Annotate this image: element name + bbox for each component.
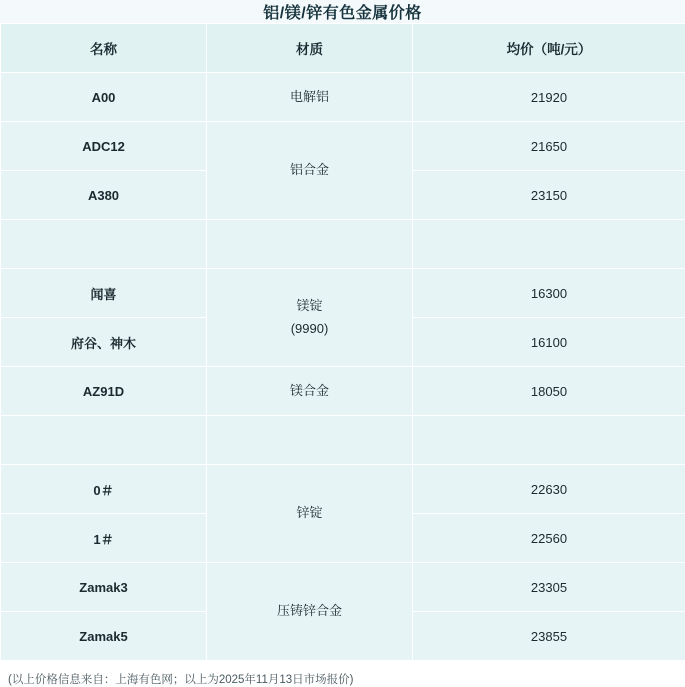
material-line-1: 镁锭 (9990) bbox=[208, 295, 411, 339]
spacer-cell bbox=[413, 416, 685, 465]
column-header-material: 材质 bbox=[207, 24, 413, 73]
cell-material: 锌锭 bbox=[207, 465, 413, 563]
cell-name: A00 bbox=[1, 73, 207, 122]
cell-price: 23855 bbox=[413, 612, 685, 661]
page-title: 铝/镁/锌有色金属价格 bbox=[0, 0, 685, 23]
table-row bbox=[1, 122, 685, 171]
cell-name: 0＃ bbox=[1, 465, 207, 514]
cell-price: 23150 bbox=[413, 171, 685, 220]
cell-price: 21920 bbox=[413, 73, 685, 122]
cell-price: 22560 bbox=[413, 514, 685, 563]
column-header-price: 均价（吨/元） bbox=[413, 24, 685, 73]
cell-price: 16100 bbox=[413, 318, 685, 367]
cell-material: 铝合金 bbox=[207, 122, 413, 220]
cell-price: 16300 bbox=[413, 269, 685, 318]
table-row bbox=[1, 465, 685, 514]
column-header-name: 名称 bbox=[1, 24, 207, 73]
table-header-row bbox=[1, 24, 685, 73]
spacer-cell bbox=[207, 220, 413, 269]
cell-name: A380 bbox=[1, 171, 207, 220]
source-footnote: (以上价格信息来自：上海有色网；以上为2025年11月13日市场报价) bbox=[0, 661, 685, 687]
cell-material: 电解铝 bbox=[207, 73, 413, 122]
table-row bbox=[1, 269, 685, 318]
table-row bbox=[1, 367, 685, 416]
cell-name: 府谷、神木 bbox=[1, 318, 207, 367]
price-table bbox=[0, 23, 685, 661]
spacer-cell bbox=[413, 220, 685, 269]
table-row bbox=[1, 563, 685, 612]
cell-price: 18050 bbox=[413, 367, 685, 416]
spacer-cell bbox=[207, 416, 413, 465]
cell-price: 21650 bbox=[413, 122, 685, 171]
cell-price: 23305 bbox=[413, 563, 685, 612]
group-separator-row bbox=[1, 220, 685, 269]
spacer-cell bbox=[1, 416, 207, 465]
cell-name: 闻喜 bbox=[1, 269, 207, 318]
cell-name: AZ91D bbox=[1, 367, 207, 416]
cell-name: Zamak3 bbox=[1, 563, 207, 612]
cell-material bbox=[207, 269, 413, 367]
cell-material: 压铸锌合金 bbox=[207, 563, 413, 661]
spacer-cell bbox=[1, 220, 207, 269]
cell-name: ADC12 bbox=[1, 122, 207, 171]
group-separator-row bbox=[1, 416, 685, 465]
cell-material: 镁合金 bbox=[207, 367, 413, 416]
table-row bbox=[1, 73, 685, 122]
cell-name: Zamak5 bbox=[1, 612, 207, 661]
cell-name: 1＃ bbox=[1, 514, 207, 563]
cell-price: 22630 bbox=[413, 465, 685, 514]
